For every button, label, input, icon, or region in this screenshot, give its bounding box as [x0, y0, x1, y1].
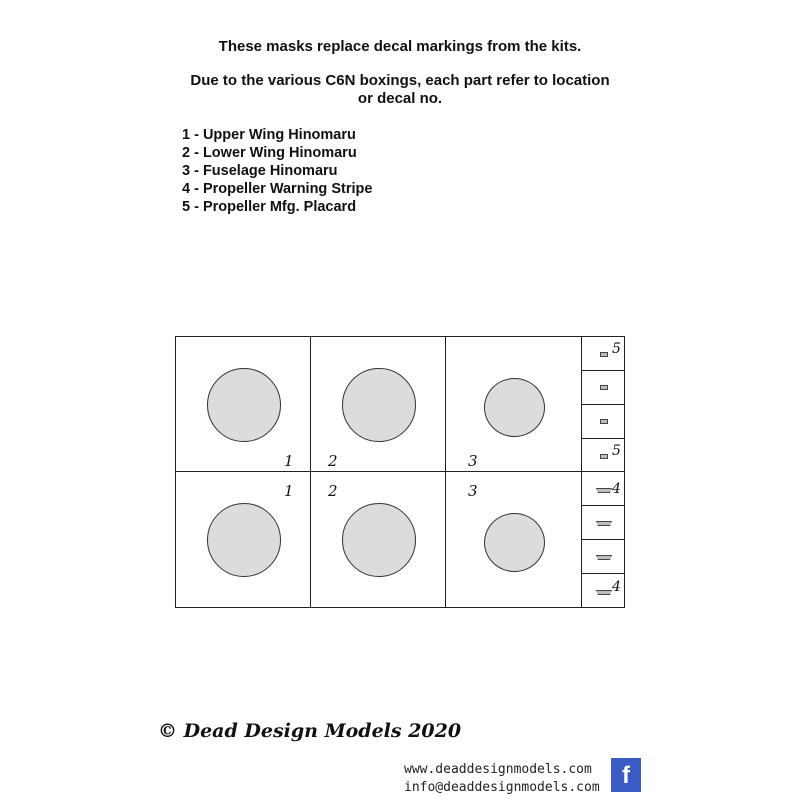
stripe-mask-cell [581, 471, 625, 506]
stripe-mask-cell [581, 573, 625, 608]
part-number: 3 [468, 482, 478, 500]
boxings-note [0, 72, 800, 108]
facebook-icon[interactable]: f [611, 758, 641, 792]
stripe-mask-cell [581, 505, 625, 540]
legend-item: 5 - Propeller Mfg. Placard [182, 199, 357, 215]
mask-cell-lower-wing-bottom [310, 471, 446, 608]
hinomaru-disc [207, 503, 281, 577]
mask-cell-upper-wing-top [175, 336, 311, 472]
part-number: 5 [612, 443, 621, 459]
stripe-mask [596, 590, 612, 595]
placard-mask-cell [581, 336, 625, 371]
hinomaru-disc [342, 368, 416, 442]
mask-cell-lower-wing-top [310, 336, 446, 472]
mask-cell-fuselage-bottom [445, 471, 582, 608]
part-number: 1 [284, 482, 294, 500]
part-number: 4 [612, 579, 621, 595]
part-number: 2 [328, 482, 338, 500]
stripe-mask [596, 521, 612, 526]
legend-item: 2 - Lower Wing Hinomaru [182, 145, 357, 161]
boxings-note-line-1: Due to the various C6N boxings, each part refer to location [190, 72, 610, 89]
part-legend [182, 126, 372, 216]
part-number: 1 [284, 452, 294, 470]
hinomaru-disc [484, 378, 545, 437]
mask-cell-fuselage-top [445, 336, 582, 472]
part-number: 5 [612, 341, 621, 357]
part-number: 4 [612, 481, 621, 497]
hinomaru-disc [484, 513, 545, 572]
placard-mask-cell [581, 404, 625, 439]
mask-cell-upper-wing-bottom [175, 471, 311, 608]
boxings-note-line-2: or decal no. [357, 90, 443, 107]
stripe-mask [596, 488, 612, 493]
hinomaru-disc [207, 368, 281, 442]
legend-item: 3 - Fuselage Hinomaru [182, 163, 338, 179]
intro-heading: These masks replace decal markings from the kits. [218, 38, 582, 55]
hinomaru-disc [342, 503, 416, 577]
placard-mask [600, 454, 608, 459]
website-link[interactable]: www.deaddesignmodels.com [404, 762, 592, 777]
mask-sheet [175, 336, 625, 608]
stripe-mask-cell [581, 539, 625, 574]
placard-mask-cell [581, 438, 625, 472]
placard-mask [600, 352, 608, 357]
email-link[interactable]: info@deaddesignmodels.com [404, 780, 600, 795]
placard-mask [600, 385, 608, 390]
legend-item: 4 - Propeller Warning Stripe [182, 181, 373, 197]
part-number: 3 [468, 452, 478, 470]
part-number: 2 [328, 452, 338, 470]
copyright-signature: © Dead Design Models 2020 [158, 720, 462, 742]
stripe-mask [596, 555, 612, 560]
placard-mask [600, 419, 608, 424]
placard-mask-cell [581, 370, 625, 405]
legend-item: 1 - Upper Wing Hinomaru [182, 127, 356, 143]
